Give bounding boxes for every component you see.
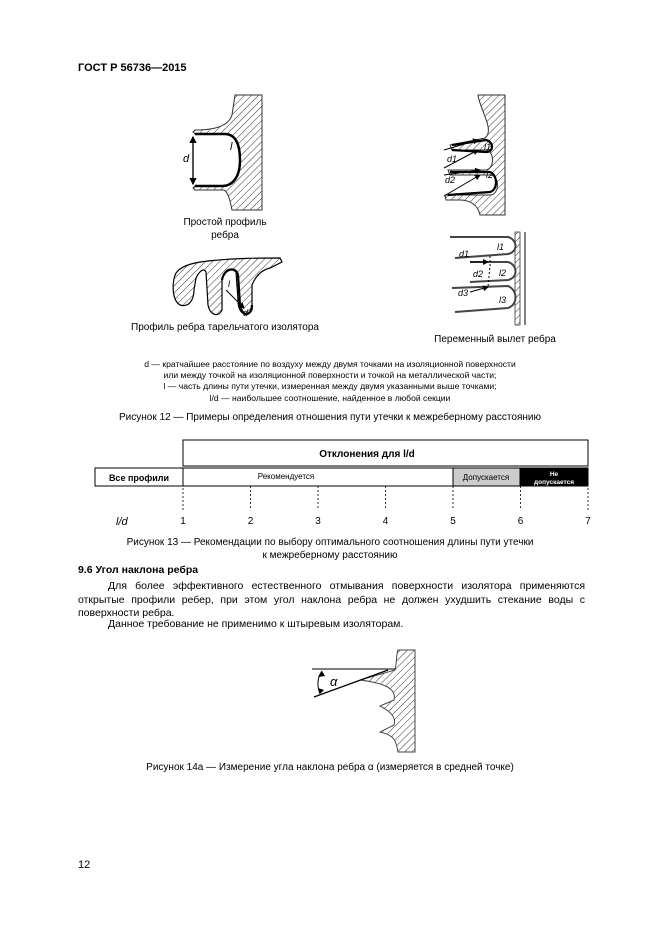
simple-profile-drawing (183, 95, 262, 210)
tick-label-5: 5 (450, 516, 456, 527)
section-heading: 9.6 Угол наклона ребра (78, 564, 199, 576)
svg-text:Не: Не (549, 471, 559, 478)
tick-label-7: 7 (585, 516, 591, 527)
label-d3: d3 (458, 288, 469, 298)
figure-12-legend: d — кратчайшее расстояние по воздуху между двумя точками на изоляционной поверхности или между точкой на изоляционной поверхности и точкой на металлической части; l — часть длины пути утечки, измеренная между двумя указанными выше точками; l/d — наибольшее соотношение, найденное в любой секции (144, 359, 516, 403)
plate-profile-drawing (173, 258, 282, 318)
label-d2: d2 (473, 269, 484, 279)
caption-plate-profile: Профиль ребра тарельчатого изолятора (131, 322, 319, 333)
label-l1: l1 (497, 242, 505, 252)
figure-12-drawings (0, 0, 661, 360)
svg-text:l: l (228, 279, 230, 289)
row-label: Все профили (108, 473, 170, 483)
tick-label-3: 3 (315, 516, 321, 527)
fig13-header: Отклонения для l/d (319, 449, 415, 460)
zone-recommended: Рекомендуется (257, 472, 315, 481)
tick-label-6: 6 (517, 516, 524, 527)
page-number: 12 (78, 859, 91, 871)
figure-12-caption: Рисунок 12 — Примеры определения отношения пути утечки к межреберному расстоянию (119, 412, 541, 423)
label-d: d (183, 153, 190, 165)
svg-text:допускается: допускается (534, 479, 574, 486)
tick-label-2: 2 (247, 516, 254, 527)
label-l3: l3 (499, 295, 507, 305)
label-l: l (230, 141, 233, 153)
tick-label-1: 1 (180, 516, 186, 527)
figure-13-caption: Рисунок 13 — Рекомендации по выбору оптимального соотношения длины пути утечки к межреберному расстоянию (126, 537, 534, 561)
svg-text:d2: d2 (445, 175, 456, 185)
svg-text:d: d (243, 308, 249, 318)
figure-14-drawing (0, 640, 661, 760)
section-paragraph-1: Для более эффективного естественного отмывания поверхности изолятора применяются открытые профили ребер, при этом угол наклона ребра не должен ухудшить стекание воды с поверхности ребра. (78, 580, 585, 619)
caption-variable-profile: Переменный вылет ребра (434, 334, 556, 345)
figure-14-caption: Рисунок 14а — Измерение угла наклона ребра α (измеряется в средней точке) (146, 762, 514, 773)
figure-13-scale (0, 430, 661, 535)
caption-simple-profile: Простой профиль ребра (183, 217, 267, 241)
label-l2: l2 (499, 268, 507, 278)
variable-profile-top-drawing (444, 95, 505, 215)
tick-label-4: 4 (382, 516, 389, 527)
document-header: ГОСТ Р 56736—2015 (78, 62, 187, 74)
svg-text:d1: d1 (447, 154, 458, 164)
variable-profile-bottom-drawing (450, 232, 525, 325)
section-paragraph-2: Данное требование не применимо к штыревым изоляторам. (108, 618, 404, 630)
zone-allowed-label: Допускается (462, 473, 510, 482)
label-alpha: α (330, 674, 338, 689)
svg-text:l2: l2 (486, 170, 494, 180)
svg-text:l1: l1 (484, 142, 492, 152)
label-d1: d1 (459, 249, 470, 259)
axis-label-ld: l/d (116, 516, 128, 528)
